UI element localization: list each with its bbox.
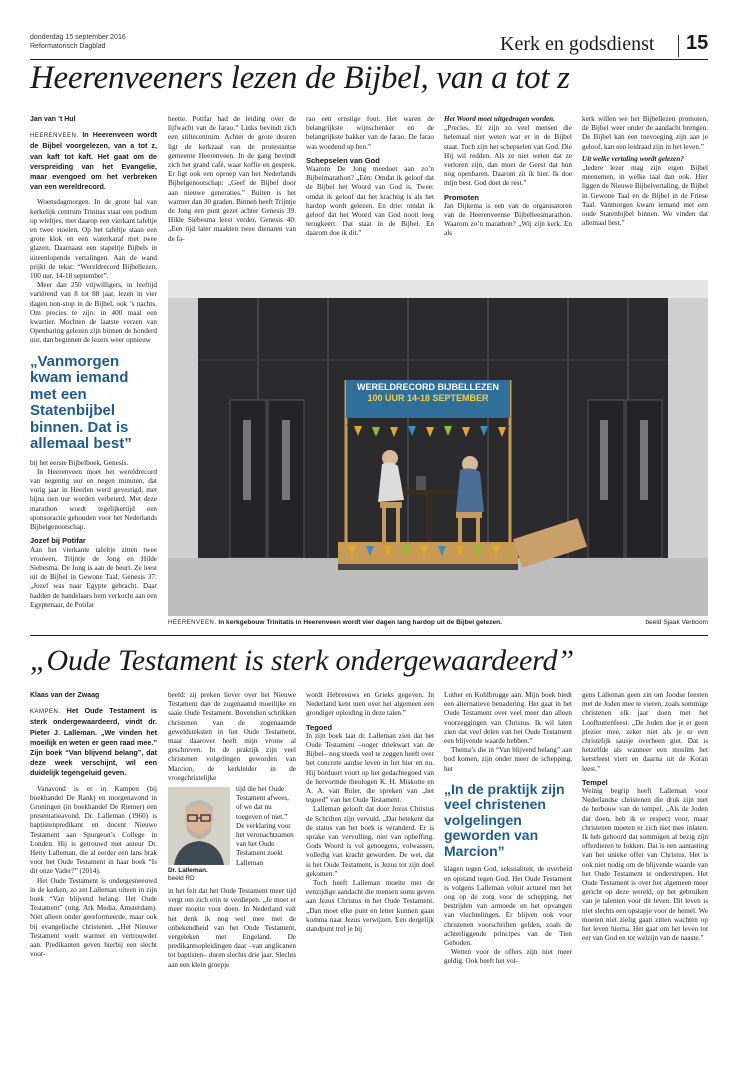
article1-lead: In Heerenveen wordt de Bijbel voorgelezen, van a tot z, van kaft tot kaft. Het gaat om de verspreiding van het Evangelie, maar evengoed om het verbreken van een wereldrecord. xyxy=(30,130,157,192)
paper-name: Reformatorisch Dagblad xyxy=(30,43,106,50)
masthead-divider xyxy=(678,35,679,57)
subheading: Promoten xyxy=(444,192,480,202)
paragraph: Aan het vierkante tafeltje zitten twee vrouwen, Trijntje de Jong en Hilde Siebesma. De Jong is aan de beurt. Ze leest uit de Bijbel in Gewone Taal, Genesis 37: „Jozef was naar Egypte gebracht. Daar hadden de handelaars hem verkocht aan een Egyptenaar, de Potifar xyxy=(30,545,157,609)
subheading: Het Woord moet uitgedragen worden. xyxy=(444,115,555,123)
article2-col1 xyxy=(30,691,157,1063)
article1-photo xyxy=(168,280,708,616)
portrait-illustration xyxy=(168,787,230,865)
paragraph: Toch heeft Lalleman moeite met de eenzijdige aandacht die mensen soms geven aan Jezus Christus in het Oude Testament. „Dan moet elke punt en letter kunnen gaan komma naar Jezus verwijzen. Een dergelijk standpunt tref je bij xyxy=(306,879,434,934)
caption-credit: beeld Sjaak Verboom xyxy=(645,619,708,626)
photo-banner-line2: 100 UUR 14-18 SEPTEMBER xyxy=(367,393,489,403)
subheading: Tegoed xyxy=(306,722,333,732)
paragraph: Meer dan 250 vrijwilligers, in leeftijd variërend van 8 tot 88 jaar, lezen in vier dagen non-stop in de Bijbel, ook ’s nachts. Om precies te zijn: in 400 maal een kwartier. Mochten de laatste verzen van Openbaring gelezen zijn binnen de honderd uur, dan beginnen de lezers weer opnieuw xyxy=(30,281,157,345)
paragraph: Woensdagmorgen. In de grote hal van kerkelijk centrum Trinitas staat een podium op wieltjes, met daarop een vierkant tafeltje en twee stoelen. Op het tafeltje staan een grote klok en een waterkaraf met twee glazen. Daarnaast een stapeltje Bijbels in uiteenlopende vertalingen. Aan de wand prijkt de tekst: “Wereldrecord Bijbellezen, 100 uur, 14-18 september”. xyxy=(30,198,157,281)
subheading: Uit welke vertaling wordt gelezen? xyxy=(582,154,684,163)
paragraph: Weinig begrip heeft Lalleman voor Nederlandse christenen die druk zijn met de herbouw van de tempel. „Als de Joden dat doen, heb ik er respect voor, maar christenen moeten er zich niet mee inlaten. Ik heb gehoord dat sommigen al bezig zijn offerdieren te fokken. Dat is een aantasting van het unieke offer van Christus. Het is ook niet nodig om de blijvende waarde van het Oude Testament te onderstrepen. Het Oude Testament is over het algemeen meer gericht op deze wereld, op het gebruiken van je talenten voor dit leven. Dit leven is niet slechts een opstapje voor de hemel. We moeten niet zielig gaan zitten wachten op het leven hierna. Het gaat om het leven tot eer van God en tot welzijn van de naaste.” xyxy=(582,787,708,943)
article1-place: HEERENVEEN. xyxy=(30,133,79,140)
paragraph: klagen tegen God, seksualiteit, de overheid en opstand tegen God. Het Oude Testament is volgens Lalleman voluit actueel met het oog op de zorg voor de schepping, het bestrijden van armoede en het opvangen van vluchtelingen. Er blijven ook voor christenen voorschriften gelden, zoals de achterliggende principes van de Tien Geboden. xyxy=(444,865,572,947)
paragraph: Het Oude Testament is ondergesneeuwd in de kerken, zo zet Lalleman uiteen in zijn boek “Van blijvend belang. Het Oude Testament” (uitg. Ark Media, Amsterdam). Niet alleen onder gereformeerde, maar ook bij evangelische christenen. „Het Nieuwe Testament voelt warmer en vertrouwder aan. Predikanten geven hierbij een slecht voor- xyxy=(30,876,157,959)
article1-caption xyxy=(168,619,708,626)
paragraph: Thema’s die in “Van blijvend belang” aan bod komen, zijn onder meer de schepping, het xyxy=(444,746,572,773)
paragraph: wordt Hebreeuws en Grieks gegeven. In Nederland kent men over het algemeen een grondiger opleiding in deze talen.” xyxy=(306,691,434,718)
portrait-photo xyxy=(168,787,230,865)
portrait-caption-credit: beeld RD xyxy=(168,875,195,883)
paragraph: Lalleman gelooft dat door Jezus Christus de Schriften zijn vervuld. „Dat betekent dat de status van het boek is veranderd. Er is sprake van vervulling, niet van opheffing. Gods Woord is vol genoegens, volwassen, volledig van kracht geworden. De wet, dat is het Oude Testament, is Jezus tot zijn doel gekomen.” xyxy=(306,805,434,878)
article1-headline: Heerenveeners lezen de Bijbel, van a tot z xyxy=(30,60,570,96)
article2-place: KAMPEN. xyxy=(30,709,61,716)
pull-quote: „Vanmorgen kwam iemand met een Statenbijbel binnen. Dat is allemaal best” xyxy=(30,352,132,453)
issue-date: donderdag 15 september 2016 xyxy=(30,34,126,41)
caption-place: HEERENVEEN. xyxy=(168,620,217,626)
paragraph: beeld: zij preken liever over het Nieuwe Testament dan de zogenaamd moeilijke en saaie Oude Testament. Bovendien schrikken christenen van de zogenaamde geweldsteksten in het Oude Testament, maar daarover heeft mijn vrouw al geschreven. In de praktijk zijn veel christenen volgelingen geworden van Marcion, de kerkleider in de vroegchristelijke xyxy=(168,691,296,782)
paragraph: Waarom De Jong meedoet aan zo’n Bijbelmarathon? „Eén: Omdat ik geloof dat de Bijbel het Woord van God is. Twee: omdat ik geloof dat het krachtig is als het hardop wordt gelezen. En drie: omdat ik geloof dat het Woord van God nooit leeg terugkeert. Dat staat in de Bijbel. En daarom doe ik dit.” xyxy=(306,165,434,238)
article2-col2 xyxy=(168,691,296,1063)
paragraph: gens Lalleman geen zin om Joodse feesten met de Joden mee te vieren, zoals sommige christenen elk jaar doen met het Loofhuttenfeest. „De Joden doe je er geen plezier mee, zeker niet als je er een christelijk sausje overheen giet. Dat is hetzelfde als wanneer een moslim het kerstfeest viert en daarna uit de Koran leest.” xyxy=(582,691,708,773)
article-divider xyxy=(30,635,708,636)
paragraph: Wetten voor de offers zijn niet meer geldig. Ook heeft het vol- xyxy=(444,948,572,966)
photo-illustration xyxy=(168,280,708,616)
portrait-caption-name: Dr. Lalleman. xyxy=(168,867,208,875)
article1-col2 xyxy=(168,115,296,275)
photo-banner-line1: WERELDRECORD BIJBELLEZEN xyxy=(356,382,499,392)
paragraph: kerk willen we het Bijbellezen promoten, de Bijbel weer onder de aandacht brengen. De Bijbel kan een toevoeging zijn aan je geloof, kan een leidraad zijn in het leven.” xyxy=(582,115,708,151)
paragraph: In zijn boek laat dr. Lalleman zien dat het Oude Testament –ooger driekwart van de Bijbel– nog steeds veel te zeggen heeft over het concrete aardse leven in het hier en nu. Hij borduurt voort op het gedachtegoed van de hervormde theologen K. H. Miskotte en A. A. van Ruler, die spreken van „het tegoed” van het Oude Testament. xyxy=(306,731,434,805)
subheading: Tempel xyxy=(582,777,608,787)
caption-text: In kerkgebouw Trinitatis in Heerenveen wordt vier dagen lang hardop uit de Bijbel gelezen. xyxy=(218,619,502,626)
page-number: 15 xyxy=(686,32,709,54)
pull-quote: „In de praktijk zijn veel christenen volgelingen geworden van Marcion” xyxy=(444,780,565,859)
article2-col5 xyxy=(582,691,708,1063)
paragraph: Vanavond is er in Kampen (bij boekhandel De Rank) en morgenavond in Groningen (in boekhandel De Riemer) een presentatieavond. Dr. Lalleman (1960) is baptistenpredikant en docent Nieuwe Testament aan Spurgeon’s College in Londen. Hij is getrouwd met auteur Dr. Hetty Lalleman, die al eerder een lans brak voor het Oude Testament in haar boek “Is dit onze Vader?” (2014). xyxy=(30,784,157,876)
paragraph: rao een ernstige fout. Het waren de belangrijkste wijnschenker en de belangrijkste bakker van de farao. De farao was woedend op hen.” xyxy=(306,115,434,151)
article1-col1 xyxy=(30,115,157,615)
article2-col3 xyxy=(306,691,434,1063)
photo-banner xyxy=(350,382,506,404)
subheading: Jozef bij Potifar xyxy=(30,536,86,546)
paragraph: heette. Potifar had de leiding over de lijfwacht van de farao.” Links bevindt zich een stiltecentrum. Achter de grote deuren ligt de kerkzaal van de protestantse gemeente Heerenveen. In de gang bevindt zich het grand café, waar koffie en gesprek. Er ligt ook een oproep van het Nederlands Bijbelgenootschap: „Geef de Bijbel door aan nieuwe generaties.” Buiten is het warmer dan 30 graden. Binnen heeft Trijntje de Jong een punt gezet achter Genesis 39. Hilde Siebesma leest verder, Genesis 40: „Een tijd later maakten twee dienaren van de fa- xyxy=(168,115,296,243)
article2-headline: „Oude Testament is sterk ondergewaardeerd” xyxy=(30,644,574,677)
article2-lead: Het Oude Testament is sterk ondergewaardeerd, vindt dr. Pieter J. Lalleman. „We vinden het moeilijk en weten er geen raad mee.” Zijn boek “Van blijvend belang”, dat deze week verschijnt, wil een duidelijk tegengeluid geven. xyxy=(30,706,157,778)
paragraph: „Precies. Er zijn zo veel mensen die helemaal niet weten wat er in de Bijbel staat. Toch zijn het schepselen van God. Die Hij wil redden. Als ze niet weten dat ze verloren zijn, dan moet de Geest dat hun nog openbaren. Daarom zit ik hier. Ik doe mijn best. God doet de rest.” xyxy=(444,124,572,188)
subheading: Schepselen van God xyxy=(306,155,380,165)
paragraph: „Iedere lezer mag zijn eigen Bijbel meenemen, in welke taal dan ook. Hier liggen de Nieuwe Bijbelvertaling, de Bijbel in Gewone Taal en de Bijbel in de Friese Taal. Vanmorgen kwam iemand met een oude Statenbijbel binnen. We vinden dat allemaal best.” xyxy=(582,164,708,228)
article1-col5 xyxy=(582,115,708,275)
portrait-caption xyxy=(168,867,208,883)
paragraph: Jan Dijkema is een van de organisatoren van de Heerenveense Bijbelleesmarathon. Waarom zo’n marathon? „Wij zijn kerk. En als xyxy=(444,201,572,238)
paragraph: bij het eerste Bijbelboek, Genesis. xyxy=(30,458,129,467)
article1-byline: Jan van ’t Hul xyxy=(30,116,76,123)
article2-col4 xyxy=(444,691,572,1063)
article1-col4 xyxy=(444,115,572,275)
paragraph: In Heerenveen moet het wereldrecord van negentig uur en negen minuten, dat vorig jaar in Heerlen werd gevestigd, met bijna tien uur worden verbeterd. Met deze marathon wordt tegelijkertijd een sponsoractie gehouden voor het Nederlands Bijbelgenootschap. xyxy=(30,467,157,532)
paragraph: Luther en Kohlbrugge aan. Mijn boek biedt een alternatieve benadering. Het gaat in het Oude Testament over veel meer dan alleen voorzeggingen van Christus. Ik wil laten zien dat veel delen van het Oude Testament een blijvende waarde hebben.” xyxy=(444,691,572,746)
paragraph: in het feit dat het Oude Testament meer tijd vergt om zich erin te verdiepen. „Je moet er meer moeite voor doen. In Nederland valt het denk ik nog wel mee met de onbekendheid van het Oude Testament, vergeleken met Engeland. De predikantsopleidingen daar –van anglicanen tot baptisten– duren slechts drie jaar. Slechts aan een klein groepje xyxy=(168,887,296,969)
portrait-block xyxy=(168,785,296,887)
article1-col3 xyxy=(306,115,434,275)
wrap-text: tijd die het Oude Testament afwees, of we dat nu toegeven of niet.” De verklaring voor het veronachtzamen van het Oude Testament zoekt Lalleman xyxy=(236,785,294,867)
article2-byline: Klaas van der Zwaag xyxy=(30,692,100,699)
section-title: Kerk en godsdienst xyxy=(500,33,655,55)
